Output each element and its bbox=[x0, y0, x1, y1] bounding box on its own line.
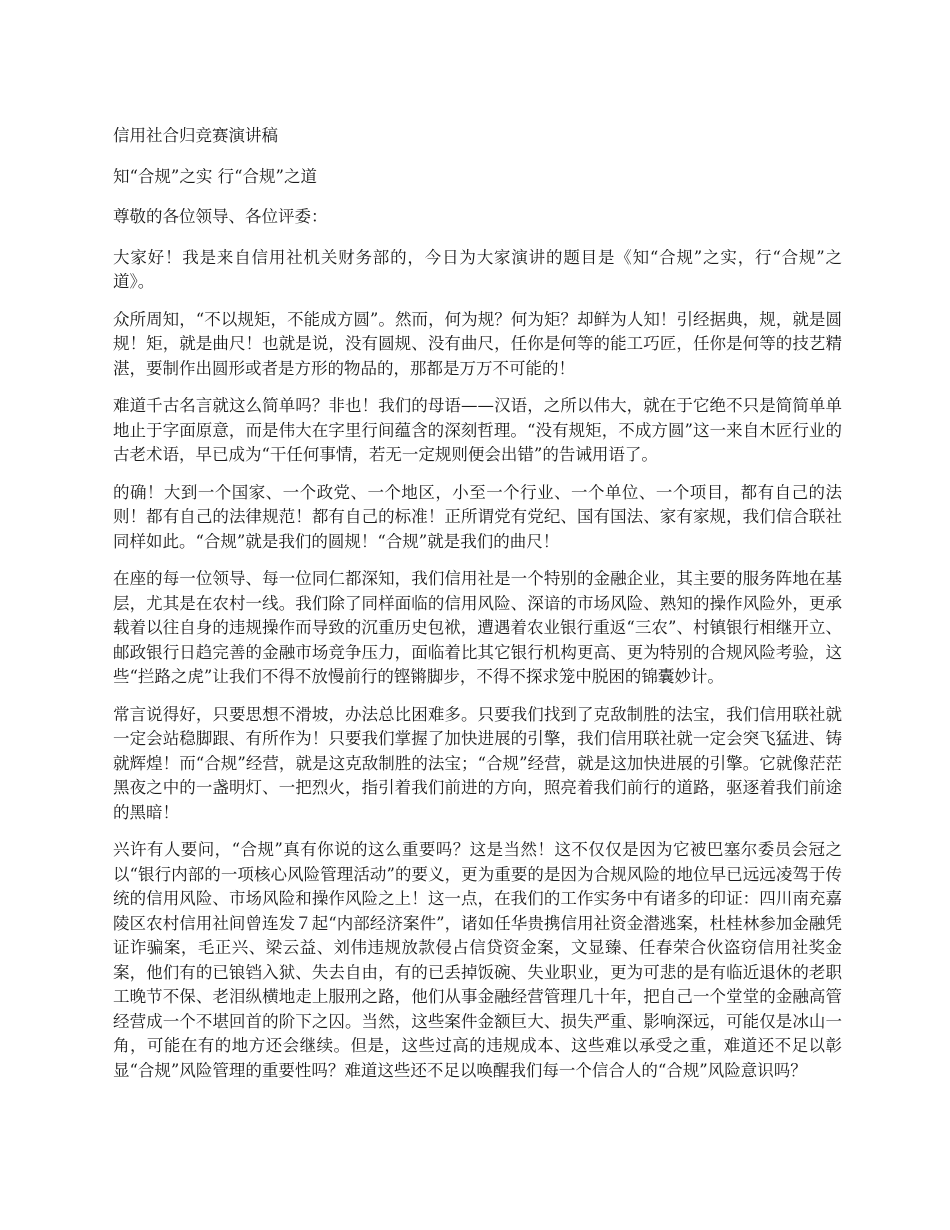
document-title: 信用社合归竞赛演讲稿 bbox=[113, 126, 278, 145]
paragraph: 众所周知，“不以规矩，不能成方圆”。然而，何为规？何为矩？却鲜为人知！引经据典，规，就是圆规！矩，就是曲尺！也就是说，没有圆规、没有曲尺，任你是何等的能工巧匠，任你是何等的技艺精湛，要制作出圆形或者是方形的物品的，那都是万万不可能的！ bbox=[113, 309, 842, 378]
paragraph: 在座的每一位领导、每一位同仁都深知，我们信用社是一个特别的金融企业，其主要的服务阵地在基层，尤其是在农村一线。我们除了同样面临的信用风险、深谙的市场风险、熟知的操作风险外，更承载着以往自身的违规操作而导致的沉重历史包袱，遭遇着农业银行重返“三农”、村镇银行相继开立、邮政银行日趋完善的金融市场竞争压力，面临着比其它银行机构更高、更为特别的合规风险考验，这些“拦路之虎”让我们不得不放慢前行的铿锵脚步，不得不探求笼中脱困的锦囊妙计。 bbox=[113, 569, 842, 686]
paragraph: 的确！大到一个国家、一个政党、一个地区，小至一个行业、一个单位、一个项目，都有自己的法则！都有自己的法律规范！都有自己的标准！正所谓党有党纪、国有国法、家有家规，我们信合联社同样如此。“合规”就是我们的圆规！“合规”就是我们的曲尺！ bbox=[113, 482, 842, 551]
document-subtitle: 知“合规”之实 行“合规”之道 bbox=[113, 166, 317, 186]
paragraph: 难道千古名言就这么简单吗？非也！我们的母语——汉语，之所以伟大，就在于它绝不只是简简单单地止于字面原意，而是伟大在字里行间蕴含的深刻哲理。“没有规矩，不成方圆”这一来自木匠行业的古老术语，早已成为“干任何事情，若无一定规则便会出错”的告诫用语了。 bbox=[113, 396, 842, 464]
paragraph: 大家好！我是来自信用社机关财务部的，今日为大家演讲的题目是《知“合规”之实，行“合规”之道》。 bbox=[113, 247, 842, 291]
paragraph: 兴许有人要问，“合规”真有你说的这么重要吗？这是当然！这不仅仅是因为它被巴塞尔委员会冠之以“银行内部的一项核心风险管理活动”的要义，更为重要的是因为合规风险的地位早已远远凌驾于传统的信用风险、市场风险和操作风险之上！这一点，在我们的工作实务中有诸多的印证：四川南充嘉陵区农村信用社间曾连发７起“内部经济案件”，诸如任华贵携信用社资金潜逃案，杜桂林参加金融凭证诈骗案，毛正兴、梁云益、刘伟违规放款侵占信贷资金案，文显臻、任春荣合伙盗窃信用社奖金案，他们有的已锒铛入狱、失去自由，有的已丢掉饭碗、失业职业，更为可悲的是有临近退休的老职工晚节不保、老泪纵横地走上服刑之路，他们从事金融经营管理几十年，把自己一个堂堂的金融高管经营成一个不堪回首的阶下之囚。当然，这些案件金额巨大、损失严重、影响深远，可能仅是冰山一角，可能在有的地方还会继续。但是，这些过高的违规成本、这些难以承受之重，难道还不足以彰显“合规”风险管理的重要性吗？难道这些还不足以唤醒我们每一个信合人的“合规”风险意识吗？ bbox=[113, 840, 842, 1080]
paragraph: 常言说得好，只要思想不滑坡，办法总比困难多。只要我们找到了克敌制胜的法宝，我们信用联社就一定会站稳脚跟、有所作为！只要我们掌握了加快进展的引擎，我们信用联社就一定会突飞猛进、铸就辉煌！而“合规”经营，就是这克敌制胜的法宝；“合规”经营，就是这加快进展的引擎。它就像茫茫黑夜之中的一盏明灯、一把烈火，指引着我们前进的方向，照亮着我们前行的道路，驱逐着我们前途的黑暗！ bbox=[113, 704, 842, 822]
salutation: 尊敬的各位领导、各位评委： bbox=[113, 207, 328, 226]
